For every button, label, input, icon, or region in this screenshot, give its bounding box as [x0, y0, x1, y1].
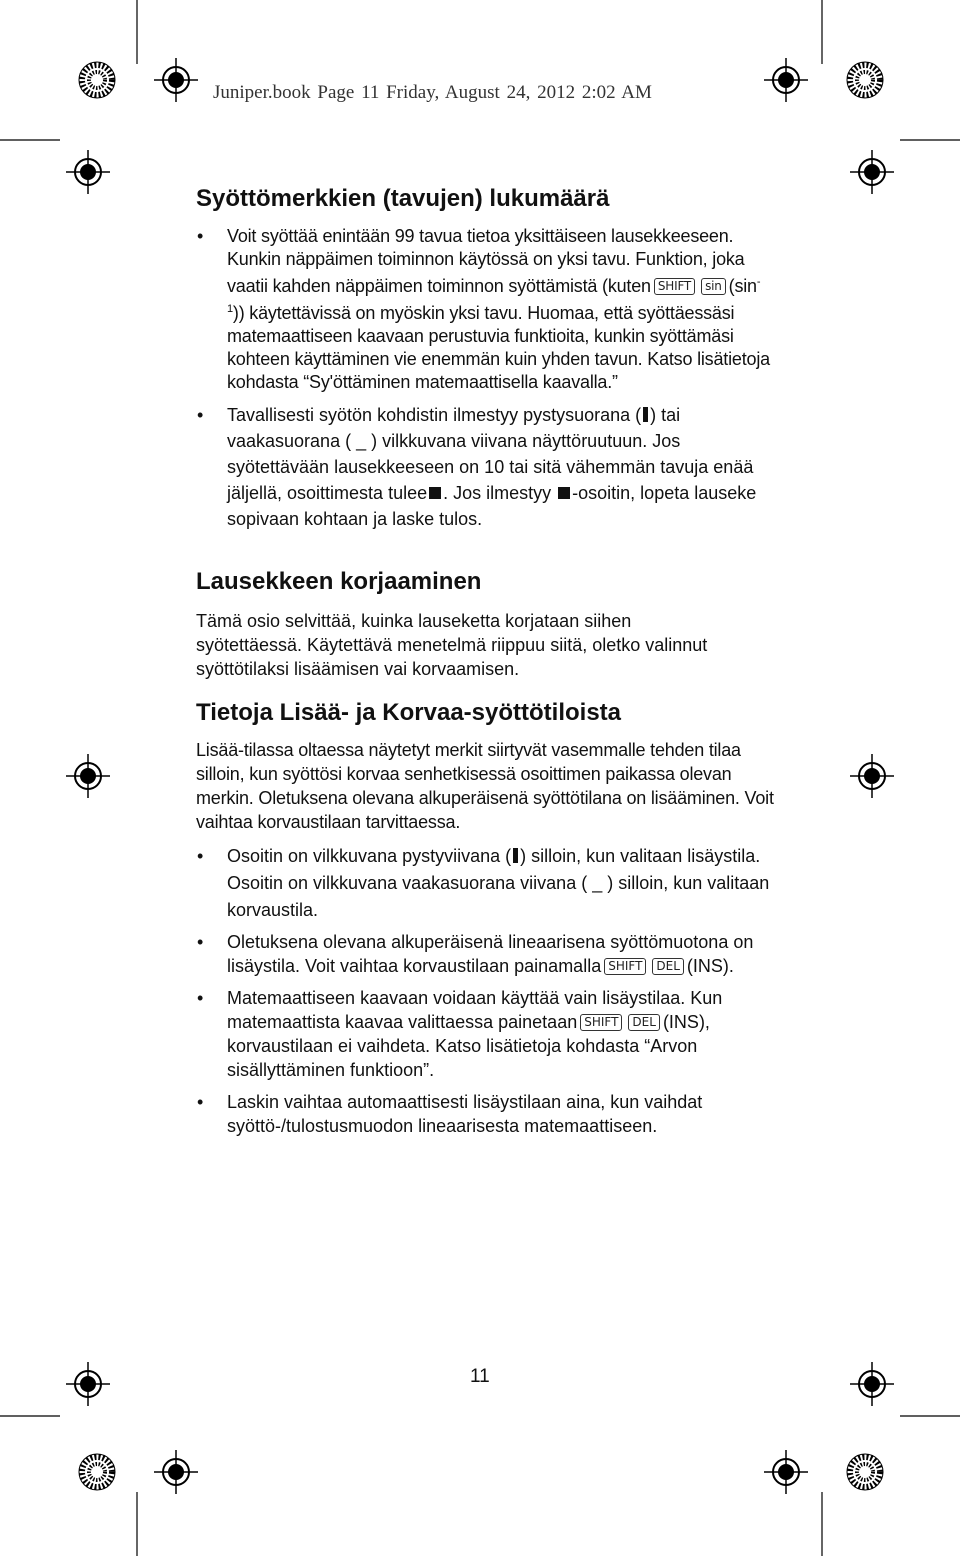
- section3-bullet-list: [194, 843, 779, 1138]
- del-key-icon: DEL: [652, 958, 684, 975]
- section-title-byte-count: Syöttömerkkien (tavujen) lukumäärä: [196, 185, 610, 212]
- section2-body: Tämä osio selvittää, kuinka lauseketta korjataan siihen syötettäessä. Käytettävä menetelmä riippuu siitä, oletko valinnut syöttötilaksi lisäämisen vai korvaamisen.: [196, 611, 708, 679]
- vertical-cursor-icon: [513, 848, 518, 863]
- page-number: 11: [470, 1366, 490, 1387]
- page-header-slug: Juniper.book Page 11 Friday, August 24, 2012 2:02 AM: [213, 82, 652, 103]
- del-key-icon: DEL: [628, 1014, 660, 1031]
- section3-body: Lisää-tilassa oltaessa näytetyt merkit siirtyvät vasemmalle tehden tilaa silloin, kun syöttösi korvaa senhetkisessä osoittimen paikassa olevan merkin. Oletuksena olevana alkuperäisenä syöttötilana on lisääminen. Voit vaihtaa korvaustilaan tarvittaessa.: [196, 740, 774, 832]
- shift-key-icon: SHIFT: [580, 1014, 622, 1031]
- list-item: • Matemaattiseen kaavaan voidaan käyttää vain lisäystilaa. Kun matemaattista kaavaa valittaessa painetaan SHIFT DEL (INS), korvaustilaan ei vaihdeta. Katso lisätietoja kohdasta “Arvon sisällyttäminen funktioon”.: [194, 986, 779, 1082]
- section-title-insert-overwrite: Tietoja Lisää- ja Korvaa-syöttötiloista: [196, 699, 622, 726]
- block-cursor-icon: [429, 487, 441, 499]
- list-item: • Voit syöttää enintään 99 tavua tietoa yksittäiseen lausekkeeseen. Kunkin näppäimen toiminnon käytössä on yksi tavu. Funktion, joka vaatii kahden näppäimen toiminnon syöttämistä (kuten SHIFT $\sin (\sin^{-1})$) käytettävissä on myöskin yksi tavu. Huomaa, että syöttäessäsi matemaattiseen kaavaan perustuvia funktioita, kunkin syöttämäsi kohteen käyttäminen vie enemmän kuin yhden tavun. Katso lisätietoja kohdasta “Sy'öttäminen matemaattisella kaavalla.”: [194, 225, 774, 394]
- list-item: • Oletuksena olevana alkuperäisenä lineaarisena syöttömuotona on lisäystila. Voit vaihtaa korvaustilaan painamalla SHIFT DEL (INS).: [194, 930, 779, 978]
- section1-bullet-list: [194, 225, 774, 532]
- section-title-editing: Lausekkeen korjaaminen: [196, 568, 482, 595]
- vertical-cursor-icon: [643, 407, 648, 422]
- block-cursor-icon: [558, 487, 570, 499]
- shift-key-icon: SHIFT: [604, 958, 646, 975]
- list-item: • Laskin vaihtaa automaattisesti lisäystilaan aina, kun vaihdat syöttö-/tulostusmuodon lineaarisesta matemaattiseen.: [194, 1090, 779, 1138]
- list-item: • Osoitin on vilkkuvana pystyviivana ( ) silloin, kun valitaan lisäystila. Osoitin on vilkkuvana vaakasuorana viivana ( _ ) silloin, kun valitaan korvaustila.: [194, 843, 779, 924]
- sin-key-icon: sin: [701, 278, 726, 295]
- shift-key-icon: SHIFT: [654, 278, 695, 295]
- list-item: • Tavallisesti syötön kohdistin ilmestyy pystysuorana ( ) tai vaakasuorana ( _ ) vilkkuvana viivana näyttöruutuun. Jos syötettävään lausekkeeseen on 10 tai sitä vähemmän tavuja enää jäljellä, osoittimesta tulee . Jos ilmestyy -osoitin, lopeta lauseke sopivaan kohtaan ja laske tulos.: [194, 402, 774, 532]
